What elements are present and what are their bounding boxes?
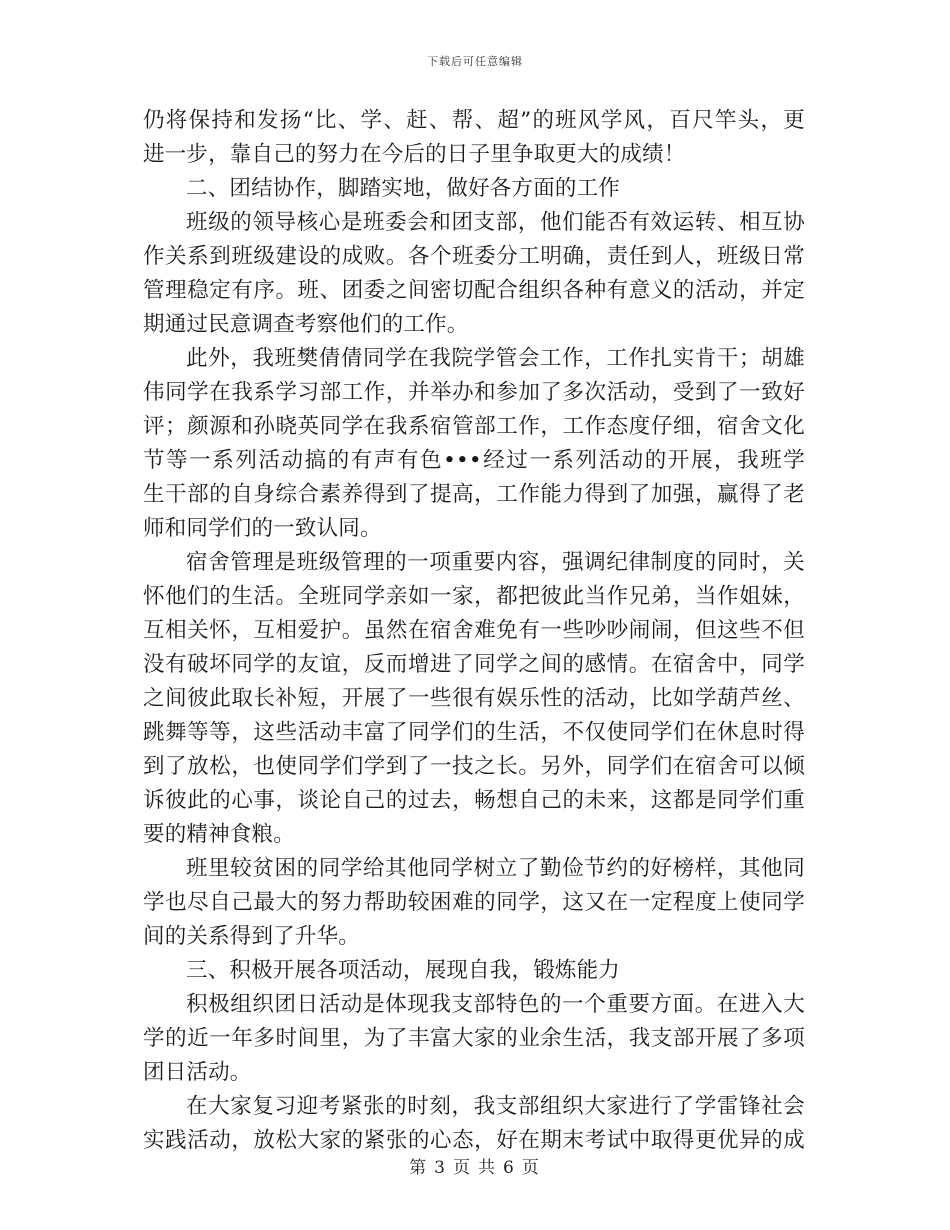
footer-suffix: 页 [521,1158,541,1178]
section-heading: 二、团结协作，脚踏实地，做好各方面的工作 [186,176,621,201]
text-line: 诉彼此的心事，谈论自己的过去，畅想自己的未来，这都是同学们重 [143,788,805,813]
page-footer [0,1153,950,1178]
text-line: 仍将保持和发扬“比、学、赶、帮、超”的班风学风，百尺竿头，更 [143,108,805,133]
footer-page-label: 页 [453,1158,472,1178]
text-line: 师和同学们的一致认同。 [143,516,382,541]
text-line: 期通过民意调查考察他们的工作。 [143,312,469,337]
text-line: 学的近一年多时间里，为了丰富大家的业余生活，我支部开展了多项 [143,1026,805,1051]
text-line: 之间彼此取长补短，开展了一些很有娱乐性的活动，比如学葫芦丝、 [143,686,805,711]
text-line: 积极组织团日活动是体现我支部特色的一个重要方面。在进入大 [186,992,805,1017]
footer-page-number: 3 [434,1158,447,1178]
paragraph [143,1090,805,1158]
header-note: 下载后可任意编辑 [427,55,523,68]
text-line: 没有破坏同学的友谊，反而增进了同学之间的感情。在宿舍中，同学 [143,652,805,677]
text-line: 班级的领导核心是班委会和团支部，他们能否有效运转、相互协 [186,210,805,235]
footer-total-pages: 6 [503,1158,516,1178]
text-line: 生干部的自身综合素养得到了提高，工作能力得到了加强，赢得了老 [143,482,805,507]
text-line: 实践活动，放松大家的紧张的心态，好在期末考试中取得更优异的成 [143,1128,805,1153]
text-line: 评；颜源和孙晓英同学在我系宿管部工作，工作态度仔细，宿舍文化 [143,414,805,439]
text-line: 怀他们的生活。全班同学亲如一家，都把彼此当作兄弟，当作姐妹， [143,584,805,609]
text-line: 进一步，靠自己的努力在今后的日子里争取更大的成绩！ [143,142,686,167]
text-line: 作关系到班级建设的成败。各个班委分工明确，责任到人，班级日常 [143,244,805,269]
footer-total-label: 共 [478,1158,497,1178]
text-line: 要的精神食粮。 [143,822,295,847]
paragraph [143,852,805,954]
text-line: 团日活动。 [143,1060,252,1085]
footer-prefix: 第 [409,1158,429,1178]
paragraph [143,342,805,546]
body-text [143,104,805,1158]
paragraph [143,104,805,172]
text-line: 节等一系列活动搞的有声有色•••经过一系列活动的开展，我班学 [143,448,805,473]
text-line: 伟同学在我系学习部工作，并举办和参加了多次活动，受到了一致好 [143,380,805,405]
text-line: 此外，我班樊倩倩同学在我院学管会工作，工作扎实肯干；胡雄 [186,346,805,371]
text-line: 宿舍管理是班级管理的一项重要内容，强调纪律制度的同时，关 [186,550,805,575]
text-line: 间的关系得到了升华。 [143,924,361,949]
text-line: 到了放松，也使同学们学到了一技之长。另外，同学们在宿舍可以倾 [143,754,805,779]
text-line: 学也尽自己最大的努力帮助较困难的同学，这又在一定程度上使同学 [143,890,805,915]
text-line: 互相关怀，互相爱护。虽然在宿舍难免有一些吵吵闹闹，但这些不但 [143,618,805,643]
text-line: 跳舞等等，这些活动丰富了同学们的生活，不仅使同学们在休息时得 [143,720,805,745]
text-line: 在大家复习迎考紧张的时刻，我支部组织大家进行了学雷锋社会 [186,1094,805,1119]
text-line: 管理稳定有序。班、团委之间密切配合组织各种有意义的活动，并定 [143,278,805,303]
paragraph [143,206,805,342]
paragraph [143,546,805,852]
text-line: 班里较贫困的同学给其他同学树立了勤俭节约的好榜样，其他同 [186,856,805,881]
section-heading: 三、积极开展各项活动，展现自我，锻炼能力 [186,958,621,983]
paragraph [143,988,805,1090]
